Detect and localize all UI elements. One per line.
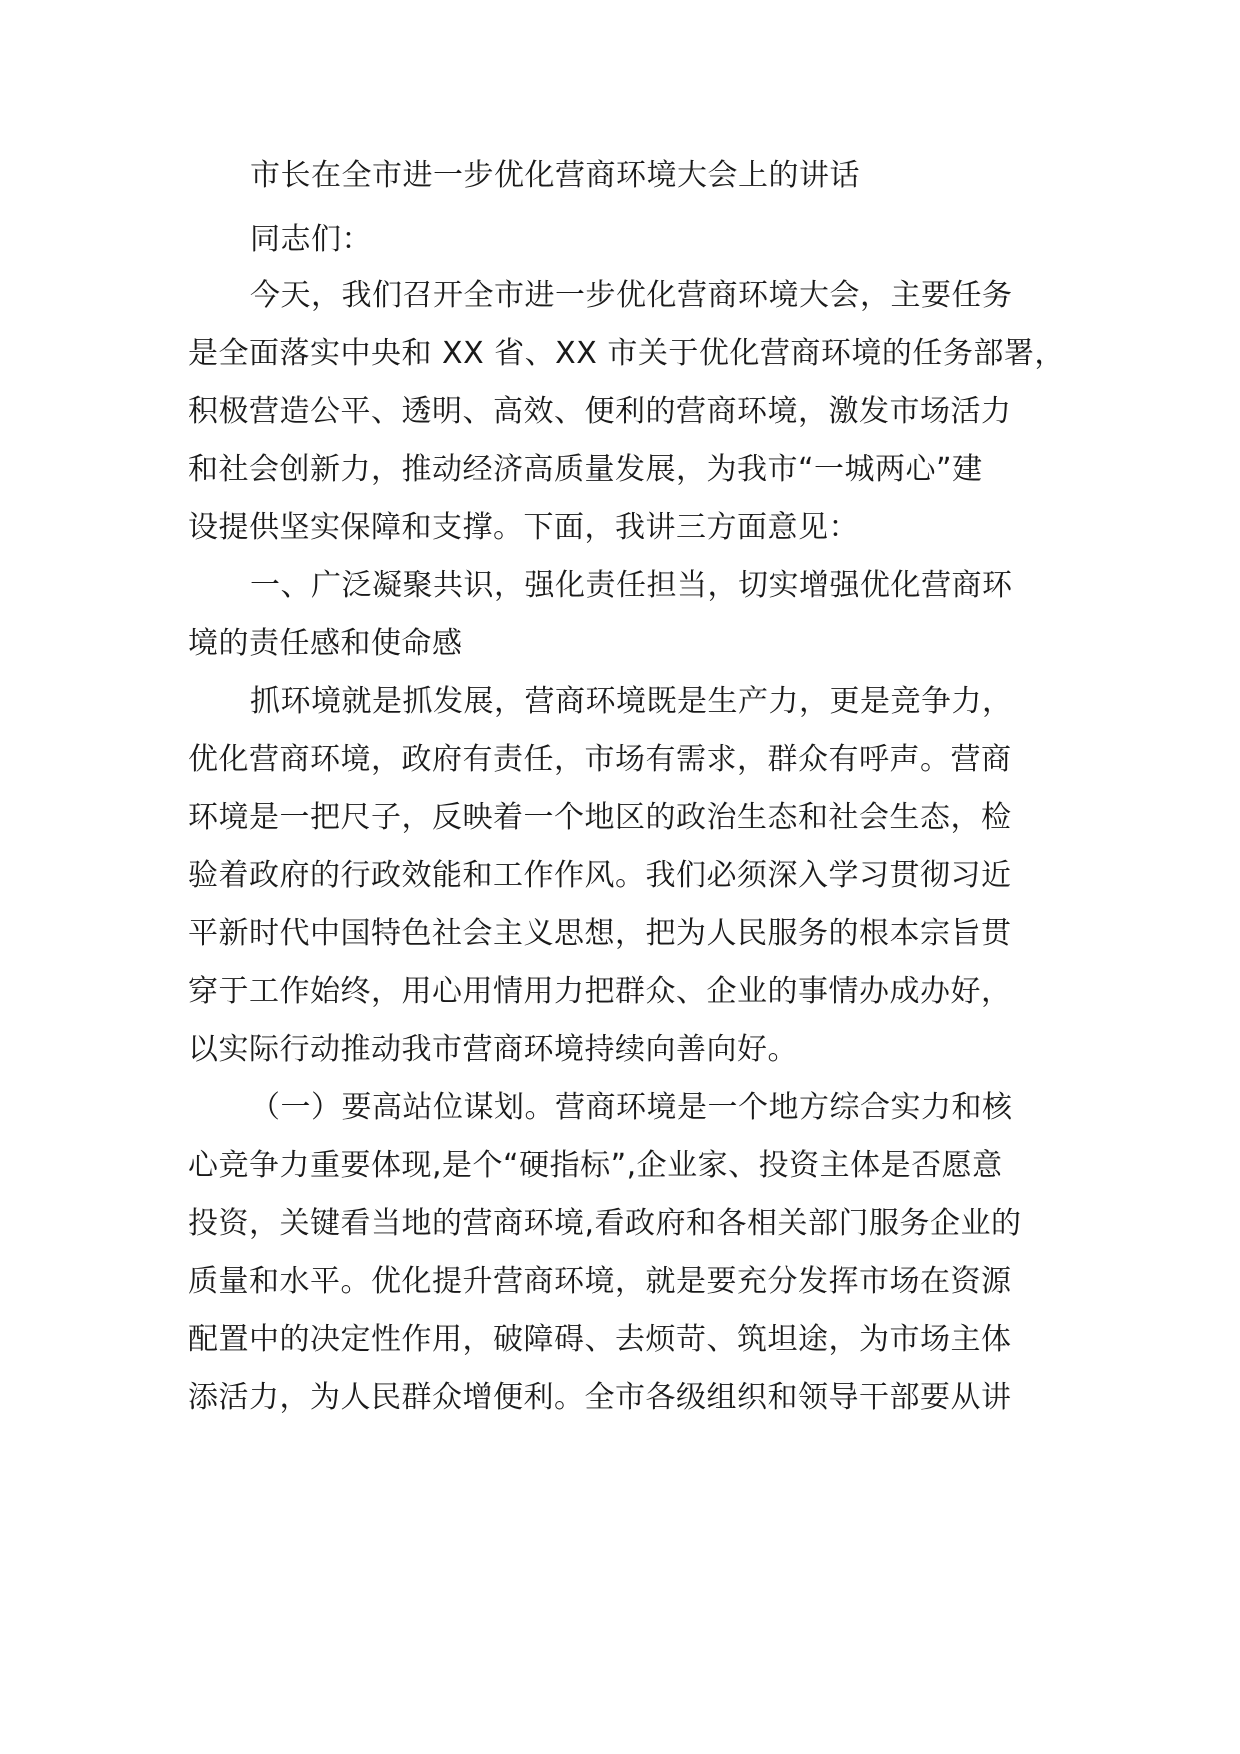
paragraph-line: 是全面落实中央和 XX 省、XX 市关于优化营商环境的任务部署，: [188, 336, 1065, 371]
paragraph-line: 优化营商环境，政府有责任，市场有需求，群众有呼声。营商: [188, 742, 1012, 777]
paragraph-line: 质量和水平。优化提升营商环境，就是要充分发挥市场在资源: [188, 1264, 1012, 1299]
paragraph-line: 今天，我们召开全市进一步优化营商环境大会，主要任务: [250, 278, 1013, 313]
paragraph-line: 平新时代中国特色社会主义思想，把为人民服务的根本宗旨贯: [188, 916, 1012, 951]
salutation: 同志们：: [250, 222, 372, 257]
paragraph-line: 验着政府的行政效能和工作作风。我们必须深入学习贯彻习近: [188, 858, 1012, 893]
paragraph-line: 抓环境就是抓发展，营商环境既是生产力，更是竞争力，: [250, 684, 1013, 719]
section-heading-line: 境的责任感和使命感: [188, 626, 463, 661]
paragraph-line: 配置中的决定性作用，破障碍、去烦苛、筑坦途，为市场主体: [188, 1322, 1012, 1357]
document-title: 市长在全市进一步优化营商环境大会上的讲话: [250, 158, 860, 193]
paragraph-line: 穿于工作始终，用心用情用力把群众、企业的事情办成办好，: [188, 974, 1012, 1009]
paragraph-line: 积极营造公平、透明、高效、便利的营商环境，激发市场活力: [188, 394, 1012, 429]
paragraph-line: 投资，关键看当地的营商环境,看政府和各相关部门服务企业的: [188, 1206, 1022, 1241]
paragraph-line: 设提供坚实保障和支撑。下面，我讲三方面意见：: [188, 510, 859, 545]
section-heading-line: 一、广泛凝聚共识，强化责任担当，切实增强优化营商环: [250, 568, 1013, 603]
paragraph-line: 心竞争力重要体现,是个“硬指标”,企业家、投资主体是否愿意: [188, 1148, 1003, 1183]
paragraph-line: 以实际行动推动我市营商环境持续向善向好。: [188, 1032, 798, 1067]
paragraph-line: 和社会创新力，推动经济高质量发展，为我市“一城两心”建: [188, 452, 983, 487]
paragraph-line: 环境是一把尺子，反映着一个地区的政治生态和社会生态，检: [188, 800, 1012, 835]
paragraph-line: 添活力，为人民群众增便利。全市各级组织和领导干部要从讲: [188, 1380, 1012, 1415]
paragraph-line: （一）要高站位谋划。营商环境是一个地方综合实力和核: [250, 1090, 1013, 1125]
